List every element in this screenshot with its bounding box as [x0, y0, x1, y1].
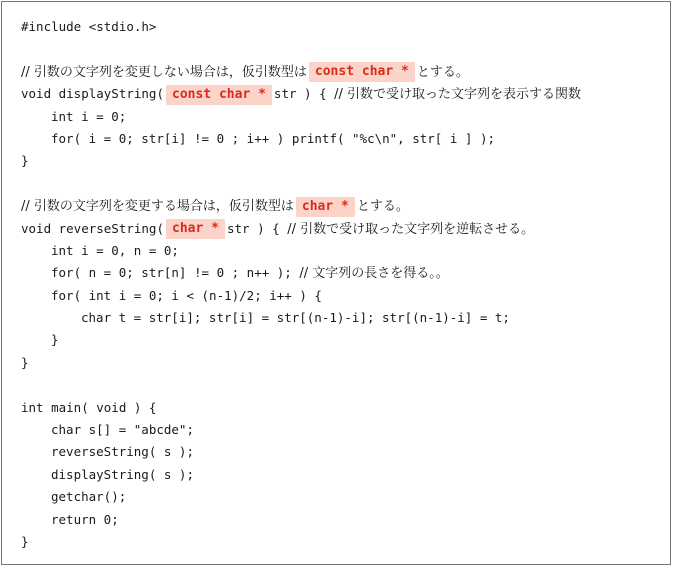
code-line — [21, 486, 581, 508]
code-line — [21, 240, 581, 262]
code-line — [21, 307, 581, 329]
code-line-comment-const — [21, 61, 581, 83]
function-signature-start: void displayString( — [21, 86, 164, 102]
code-line-display-signature — [21, 83, 581, 105]
code-text: return 0; — [51, 511, 119, 527]
function-signature-start: void reverseString( — [21, 220, 164, 236]
code-line — [21, 128, 581, 150]
highlight-const-char-pointer: const char * — [309, 62, 415, 82]
code-text: int main( void ) { — [21, 399, 157, 415]
comment-tail: とする。 — [356, 199, 409, 215]
function-signature-end: str ) { — [273, 86, 335, 102]
comment-text: // 引数の文字列を変更しない場合は，仮引数型は — [21, 64, 307, 80]
code-text: } — [51, 332, 59, 348]
code-text: } — [21, 153, 29, 169]
code-text: for( n = 0; str[n] != 0 ; n++ ); — [51, 265, 300, 281]
code-block — [21, 16, 581, 553]
comment-text: // 引数で受け取った文字列を逆転させる。 — [287, 221, 535, 237]
code-line-reverse-signature — [21, 218, 581, 240]
code-text: displayString( s ); — [51, 466, 194, 482]
code-line — [21, 509, 581, 531]
code-text: int i = 0, n = 0; — [51, 242, 179, 258]
code-text: for( int i = 0; i < (n-1)/2; i++ ) { — [51, 287, 322, 303]
code-line — [21, 441, 581, 463]
code-text: char t = str[i]; str[i] = str[(n-1)-i]; str[(n-1)-i] = t; — [81, 310, 510, 326]
code-line — [21, 329, 581, 351]
blank-line — [21, 38, 581, 60]
code-text: } — [21, 354, 29, 370]
code-text: int i = 0; — [51, 108, 127, 124]
comment-text: // 引数の文字列を変更する場合は，仮引数型は — [21, 199, 294, 215]
code-line — [21, 285, 581, 307]
code-line — [21, 150, 581, 172]
blank-line — [21, 173, 581, 195]
highlight-const-char-pointer-param: const char * — [166, 85, 272, 105]
comment-text: // 文字列の長さを得る。。 — [299, 266, 449, 282]
code-line — [21, 352, 581, 374]
highlight-char-pointer-param: char * — [166, 219, 225, 239]
code-text: char s[] = "abcde"; — [51, 422, 194, 438]
code-text: } — [21, 533, 29, 549]
code-line — [21, 464, 581, 486]
code-listing-frame — [1, 1, 671, 565]
code-line — [21, 106, 581, 128]
include-directive: #include <stdio.h> — [21, 19, 157, 34]
highlight-char-pointer: char * — [296, 197, 355, 217]
code-line-main — [21, 397, 581, 419]
code-line — [21, 262, 581, 284]
function-signature-end: str ) { — [226, 220, 288, 236]
code-text: for( i = 0; str[i] != 0 ; i++ ) printf( "%c\n", str[ i ] ); — [51, 130, 496, 146]
comment-tail: とする。 — [416, 64, 469, 80]
comment-text: // 引数で受け取った文字列を表示する関数 — [334, 87, 582, 103]
code-line — [21, 531, 581, 553]
code-text: getchar(); — [51, 489, 127, 505]
blank-line — [21, 374, 581, 396]
code-line-comment-nonconst — [21, 195, 581, 217]
code-line-include — [21, 16, 581, 38]
code-text: reverseString( s ); — [51, 444, 194, 460]
code-line — [21, 419, 581, 441]
